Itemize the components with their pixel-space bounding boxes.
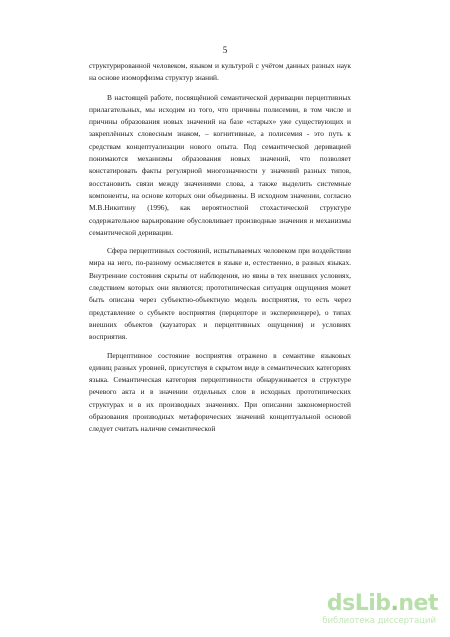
page-number: 5: [222, 45, 228, 55]
paragraph-semantic-derivation: В настоящей работе, посвящённой семантической деривации перцептивных прилагательных, мы исходим из того, что причины полисемии, в том числе и причины образования новых значений на базе «старых» уже существующих и закреплённых словесным знаком, – когнитивные, а полисемия - это путь к средствам концептуализации нового опыта. Под семантической деривацией понимаются механизмы образования новых значений, что позволяет констатировать факты регулярной многозначности у значений разных типов, восстановить связи между значениями слова, а также выделить системные компоненты, на основе которых они объединены. В исходном значении, согласно М.В.Никитину (1996), как вероятностной стохастической структуре содержательное варьирование обусловливает производные значения и механизмы семантической деривации.: [89, 92, 351, 237]
watermark-logo-tld: net: [398, 591, 438, 616]
paragraph-perceptive-states: Сфера перцептивных состояний, испытываемых человеком при воздействии мира на него, по-разному осмысляется в языке и, естественно, в разных языках. Внутренние состояния скрыты от наблюдения, но явны в тех внешних условиях, следствием которых они являются; прототипическая ситуация ощущения может быть описана через субъектно-объектную модель восприятия, то есть через представление о субъекте восприятия (перцепторе и экспериенцере), о типах внешних объектов (каузаторах и перцептивных ощущения) и условиях восприятия.: [89, 246, 351, 342]
dslib-watermark: [318, 591, 438, 631]
paragraph-perceptive-category: Перцептивное состояние восприятия отражено в семантике языковых единиц разных уровней, присутствуя в скрытом виде в семантических категориях языка. Семантическая категория перцептивности обнаруживается в структуре речевого акта и в значении отдельных слов в исходных прототипических структурах и в их производных значениях. При описании закономерностей образования производных метафорических значений концептуальной основой следует считать наличие семантической: [89, 350, 351, 434]
watermark-logo: [327, 591, 438, 616]
watermark-logo-dot: .: [390, 591, 399, 616]
document-body: [89, 60, 351, 436]
watermark-subtitle: библиотека диссертаций: [322, 616, 436, 626]
paragraph-continuation: структурированной человеком, языком и культурой с учётом данных разных наук на основе изоморфизма структур знаний.: [89, 61, 351, 83]
watermark-logo-main: dsLib: [326, 591, 391, 616]
